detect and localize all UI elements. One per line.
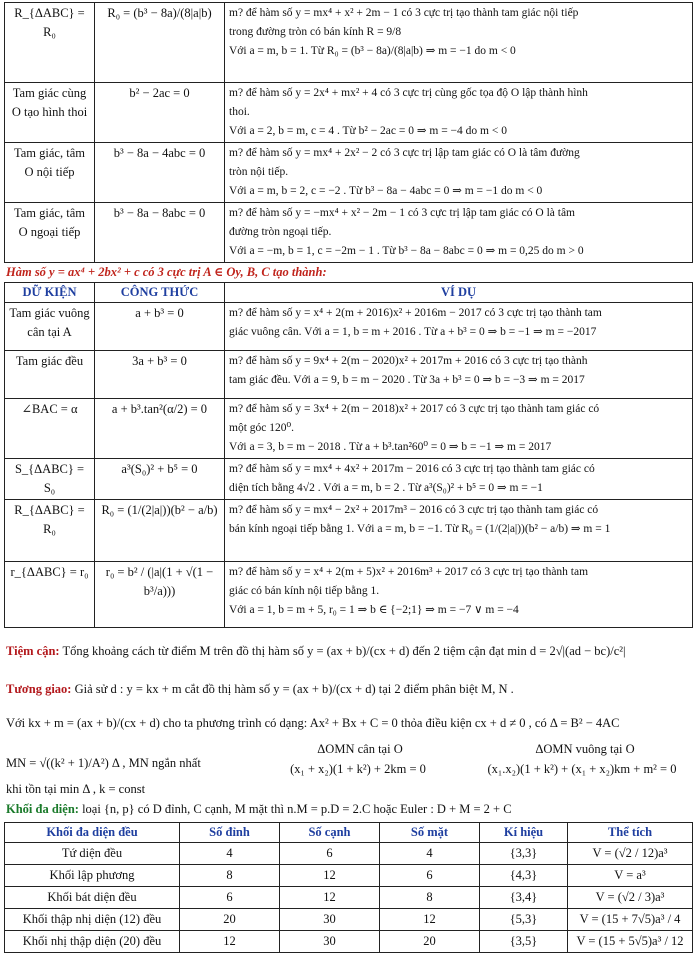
vo-line: Với kx + m = (ax + b)/(cx + d) cho ta phương trình có dạng: Ax² + Bx + C = 0 thỏa điều kiện cx + d ≠ 0 , có Δ = B² − 4AC	[6, 716, 620, 730]
example-line: m? để hàm số y = mx⁴ + x² + 2m − 1 có 3 cực trị tạo thành tam giác nội tiếp	[229, 7, 579, 19]
example-line: Với a = m, b = 1. Từ R₀ = (b³ − 8a)/(8|a|b) ⇒ m = −1 do m < 0	[229, 45, 516, 57]
tuong-giao-line	[6, 682, 692, 697]
tiem-can-label: Tiệm cận:	[6, 644, 60, 658]
table-row	[5, 500, 693, 562]
omn-can-title: ΔOMN cân tại O	[317, 742, 403, 756]
cell-so-dinh: 6	[180, 887, 280, 909]
cell-so-dinh: 20	[180, 909, 280, 931]
cell-condition: r_{ΔABC} = r₀	[5, 562, 95, 628]
table-row	[5, 3, 693, 83]
example-line: Với a = m, b = 2, c = −2 . Từ b³ − 8a − 4abc = 0 ⇒ m = −1 do m < 0	[229, 185, 543, 197]
table-row	[5, 843, 693, 865]
cell-example	[225, 203, 693, 263]
table-row	[5, 562, 693, 628]
header-khoi: Khối đa diện đều	[5, 823, 180, 843]
header-the-tich: Thể tích	[568, 823, 693, 843]
example-line: Với a = 2, b = m, c = 4 . Từ b² − 2ac = 0 ⇒ m = −4 do m < 0	[229, 125, 507, 137]
cell-the-tich: V = (15 + 7√5)a³ / 4	[568, 909, 693, 931]
cell-condition: R_{ΔABC} = R₀	[5, 500, 95, 562]
cell-formula: a + b³.tan²(α/2) = 0	[95, 399, 225, 459]
example-line: tròn nội tiếp.	[229, 166, 289, 178]
cell-formula: R₀ = (b³ − 8a)/(8|a|b)	[95, 3, 225, 83]
cell-example	[225, 399, 693, 459]
example-line: m? để hàm số y = 9x⁴ + 2(m − 2020)x² + 2017m + 2016 có 3 cực trị tạo thành	[229, 355, 588, 367]
cell-name: Tứ diện đều	[5, 843, 180, 865]
cell-ki-hieu: {4,3}	[480, 865, 568, 887]
cell-formula: b³ − 8a − 8abc = 0	[95, 203, 225, 263]
tiem-can-line	[6, 644, 692, 659]
tiem-can-text: Tổng khoảng cách từ điểm M trên đồ thị hàm số y = (ax + b)/(cx + d) đến 2 tiệm cận đạt min d = 2√|(ad − bc)/c²|	[59, 644, 626, 658]
cell-formula: b² − 2ac = 0	[95, 83, 225, 143]
cell-so-mat: 8	[380, 887, 480, 909]
cell-name: Khối bát diện đều	[5, 887, 180, 909]
cell-example	[225, 143, 693, 203]
cell-so-canh: 12	[280, 887, 380, 909]
header-so-mat: Số mặt	[380, 823, 480, 843]
table-row	[5, 143, 693, 203]
table-row	[5, 303, 693, 351]
section-title-ham-so: Hàm số y = ax⁴ + 2bx² + c có 3 cực trị A ∈ Oy, B, C tạo thành:	[6, 265, 327, 279]
cell-condition: Tam giác, tâm O nội tiếp	[5, 143, 95, 203]
min-line: khi tồn tại min Δ , k = const	[6, 782, 146, 796]
table-row	[5, 909, 693, 931]
cell-so-canh: 30	[280, 931, 380, 953]
cell-the-tich: V = (√2 / 3)a³	[568, 887, 693, 909]
cell-the-tich: V = (15 + 5√5)a³ / 12	[568, 931, 693, 953]
cell-name: Khối lập phương	[5, 865, 180, 887]
example-line: giác vuông cân. Với a = 1, b = m + 2016 . Từ a + b³ = 0 ⇒ b = −1 ⇒ m = −2017	[229, 326, 597, 338]
example-line: m? để hàm số y = −mx⁴ + x² − 2m − 1 có 3 cực trị lập tam giác có O là tâm	[229, 207, 575, 219]
cell-so-mat: 4	[380, 843, 480, 865]
cell-condition: ∠BAC = α	[5, 399, 95, 459]
cell-example	[225, 562, 693, 628]
example-line: m? để hàm số y = x⁴ + 2(m + 2016)x² + 2016m − 2017 có 3 cực trị tạo thành tam	[229, 307, 602, 319]
cell-formula: a + b³ = 0	[95, 303, 225, 351]
table-row	[5, 459, 693, 500]
header-so-canh: Số cạnh	[280, 823, 380, 843]
cell-formula: R₀ = (1/(2|a|))(b² − a/b)	[95, 500, 225, 562]
mn-line: MN = √((k² + 1)/A²) Δ , MN ngắn nhất	[6, 756, 201, 770]
example-line: m? để hàm số y = x⁴ + 2(m + 5)x² + 2016m³ + 2017 có 3 cực trị tạo thành tam	[229, 566, 589, 578]
cell-formula: 3a + b³ = 0	[95, 351, 225, 399]
example-line: m? để hàm số y = mx⁴ + 2x² − 2 có 3 cực trị lập tam giác có O là tâm đường	[229, 147, 580, 159]
cell-so-canh: 12	[280, 865, 380, 887]
header-so-dinh: Số đỉnh	[180, 823, 280, 843]
cell-formula: r₀ = b² / (|a|(1 + √(1 − b³/a)))	[95, 562, 225, 628]
cell-the-tich: V = a³	[568, 865, 693, 887]
cell-so-mat: 20	[380, 931, 480, 953]
omn-can-eq: (x₁ + x₂)(1 + k²) + 2km = 0	[290, 762, 426, 776]
header-du-kien: DỮ KIỆN	[5, 283, 95, 303]
table-row	[5, 203, 693, 263]
cell-name: Khối nhị thập diện (20) đều	[5, 931, 180, 953]
cell-condition: Tam giác, tâm O ngoại tiếp	[5, 203, 95, 263]
example-line: tam giác đều. Với a = 9, b = m − 2020 . Từ 3a + b³ = 0 ⇒ b = −3 ⇒ m = 2017	[229, 374, 585, 386]
cell-example	[225, 500, 693, 562]
example-line: bán kính ngoại tiếp bằng 1. Với a = m, b = −1. Từ R₀ = (1/(2|a|))(b² − a/b) ⇒ m = 1	[229, 523, 611, 535]
khoi-text: loại {n, p} có D đỉnh, C cạnh, M mặt thì n.M = p.D = 2.C hoặc Euler : D + M = 2 + C	[78, 802, 512, 816]
example-line: trong đường tròn có bán kính R = 9/8	[229, 26, 402, 38]
example-line: m? để hàm số y = mx⁴ − 2x² + 2017m³ − 2016 có 3 cực trị tạo thành tam giác có	[229, 504, 599, 516]
table-row	[5, 887, 693, 909]
cell-ki-hieu: {5,3}	[480, 909, 568, 931]
example-line: diện tích bằng 4√2 . Với a = m, b = 2 . Từ a³(S₀)² + b⁵ = 0 ⇒ m = −1	[229, 482, 543, 494]
cell-condition: Tam giác vuông cân tại A	[5, 303, 95, 351]
tuong-giao-label: Tương giao:	[6, 682, 72, 696]
example-line: Với a = −m, b = 1, c = −2m − 1 . Từ b³ − 8a − 8abc = 0 ⇒ m = 0,25 do m > 0	[229, 245, 584, 257]
cell-so-dinh: 8	[180, 865, 280, 887]
cell-ki-hieu: {3,4}	[480, 887, 568, 909]
cell-example	[225, 3, 693, 83]
cell-so-mat: 6	[380, 865, 480, 887]
cell-example	[225, 351, 693, 399]
example-line: Với a = 3, b = m − 2018 . Từ a + b³.tan²60⁰ = 0 ⇒ b = −1 ⇒ m = 2017	[229, 441, 552, 453]
omn-vuong-title: ΔOMN vuông tại O	[535, 742, 635, 756]
header-cong-thuc: CÔNG THỨC	[95, 283, 225, 303]
example-line: giác có bán kính nội tiếp bằng 1.	[229, 585, 380, 597]
example-line: m? để hàm số y = 2x⁴ + mx² + 4 có 3 cực trị cùng gốc tọa độ O lập thành hình	[229, 87, 588, 99]
khoi-label: Khối đa diện:	[6, 802, 79, 816]
cell-so-mat: 12	[380, 909, 480, 931]
omn-vuong-eq: (x₁.x₂)(1 + k²) + (x₁ + x₂)km + m² = 0	[487, 762, 677, 776]
table-row	[5, 931, 693, 953]
example-line: thoi.	[229, 106, 250, 118]
header-vi-du: VÍ DỤ	[225, 283, 693, 303]
cell-condition: Tam giác cùng O tạo hình thoi	[5, 83, 95, 143]
cell-so-dinh: 12	[180, 931, 280, 953]
cell-so-dinh: 4	[180, 843, 280, 865]
cell-formula: b³ − 8a − 4abc = 0	[95, 143, 225, 203]
table-cuc-tri-1	[4, 2, 693, 263]
example-line: một góc 120⁰.	[229, 422, 294, 434]
table-row	[5, 351, 693, 399]
khoi-da-dien-line	[6, 802, 692, 817]
table-row	[5, 865, 693, 887]
cell-ki-hieu: {3,3}	[480, 843, 568, 865]
example-line: đường tròn ngoại tiếp.	[229, 226, 332, 238]
cell-name: Khối thập nhị diện (12) đều	[5, 909, 180, 931]
cell-example	[225, 459, 693, 500]
cell-example	[225, 303, 693, 351]
header-ki-hieu: Kí hiệu	[480, 823, 568, 843]
cell-condition: R_{ΔABC} = R₀	[5, 3, 95, 83]
cell-formula: a³(S₀)² + b⁵ = 0	[95, 459, 225, 500]
example-line: m? để hàm số y = mx⁴ + 4x² + 2017m − 2016 có 3 cực trị tạo thành tam giác có	[229, 463, 595, 475]
cell-the-tich: V = (√2 / 12)a³	[568, 843, 693, 865]
tuong-giao-text: Giả sử d : y = kx + m cắt đồ thị hàm số y = (ax + b)/(cx + d) tại 2 điểm phân biệt M, N .	[71, 682, 514, 696]
cell-ki-hieu: {3,5}	[480, 931, 568, 953]
table-row	[5, 83, 693, 143]
cell-condition: Tam giác đều	[5, 351, 95, 399]
table-row	[5, 399, 693, 459]
cell-so-canh: 30	[280, 909, 380, 931]
table-khoi-da-dien	[4, 822, 693, 953]
table-cuc-tri-2	[4, 282, 693, 628]
example-line: m? để hàm số y = 3x⁴ + 2(m − 2018)x² + 2017 có 3 cực trị tạo thành tam giác có	[229, 403, 600, 415]
cell-example	[225, 83, 693, 143]
cell-so-canh: 6	[280, 843, 380, 865]
example-line: Với a = 1, b = m + 5, r₀ = 1 ⇒ b ∈ {−2;1} ⇒ m = −7 ∨ m = −4	[229, 604, 519, 616]
cell-condition: S_{ΔABC} = S₀	[5, 459, 95, 500]
